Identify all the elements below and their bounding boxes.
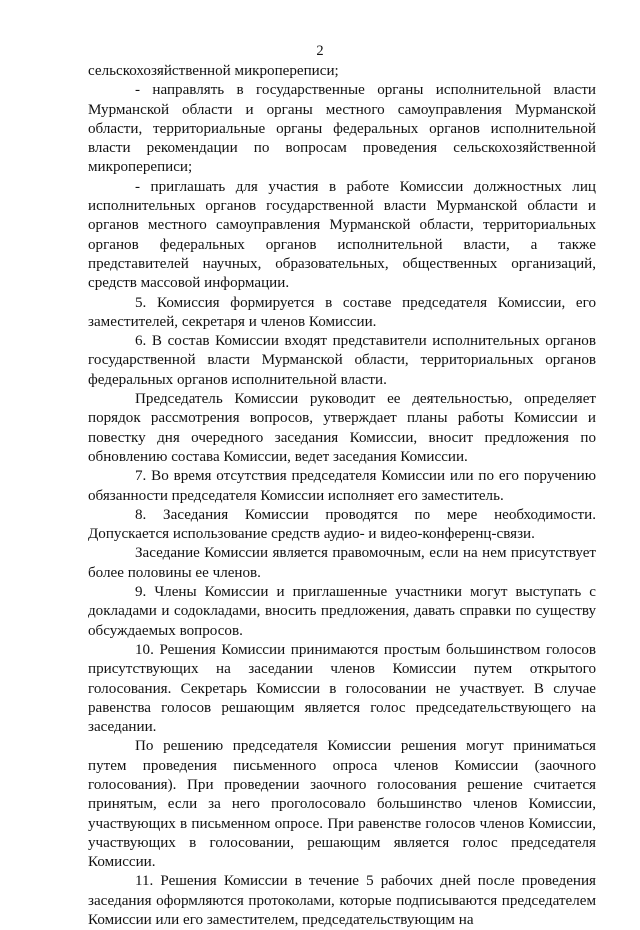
paragraph-invite-participants: - приглашать для участия в работе Комиссии должностных лиц исполнительных органов государственной власти Мурманской области и органов местного самоуправления Мурманской области, территориальных органов федеральных органов исполнительной власти, а также представителей научных, образовательных, общественных организаций, средств массовой информации. [88, 178, 596, 292]
paragraph-continuation: сельскохозяйственной микропереписи; [88, 63, 339, 79]
paragraph-item-7: 7. Во время отсутствия председателя Комиссии или по его поручению обязанности председателя Комиссии исполняет его заместитель. [88, 468, 596, 504]
paragraph-item-11: 11. Решения Комиссии в течение 5 рабочих дней после проведения заседания оформляются протоколами, которые подписываются председателем Комиссии или его заместителем, председательствующим на [88, 873, 596, 929]
paragraph-quorum: Заседание Комиссии является правомочным, если на нем присутствует более половины ее членов. [88, 545, 596, 581]
paragraph-item-10: 10. Решения Комиссии принимаются простым большинством голосов присутствующих на заседании членов Комиссии путем открытого голосования. Секретарь Комиссии в голосовании не участвует. В случае равенства голосов решающим является голос председательствующего на заседании. [88, 641, 596, 736]
document-body [88, 62, 596, 930]
paragraph-item-5: 5. Комиссия формируется в составе председателя Комиссии, его заместителей, секретаря и членов Комиссии. [88, 294, 596, 330]
paragraph-item-6: 6. В состав Комиссии входят представители исполнительных органов государственной власти Мурманской области, территориальных органов федеральных органов исполнительной власти. [88, 333, 596, 388]
paragraph-absentee-voting: По решению председателя Комиссии решения могут приниматься путем проведения письменного опроса членов Комиссии (заочного голосования). При проведении заочного голосования решение считается принятым, если за него проголосовало большинство членов Комиссии, участвующих в письменном опросе. При равенстве голосов членов Комиссии, участвующих в голосовании, решающим является голос председателя Комиссии. [88, 738, 596, 871]
page-number: 2 [316, 43, 324, 59]
paragraph-item-9: 9. Члены Комиссии и приглашенные участники могут выступать с докладами и содокладами, вносить предложения, давать справки по существу обсуждаемых вопросов. [88, 584, 596, 639]
paragraph-item-8: 8. Заседания Комиссии проводятся по мере необходимости. Допускается использование средств аудио- и видео-конференц-связи. [88, 506, 596, 543]
paragraph-chairman-duties: Председатель Комиссии руководит ее деятельностью, определяет порядок рассмотрения вопросов, утверждает планы работы Комиссии и повестку дня очередного заседания Комиссии, вносит предложения по обновлению состава Комиссии, ведет заседания Комиссии. [88, 391, 596, 465]
paragraph-send-recommendations: - направлять в государственные органы исполнительной власти Мурманской области и органы местного самоуправления Мурманской области, территориальные органы федеральных органов исполнительной власти рекомендации по вопросам проведения сельскохозяйственной микропереписи; [88, 82, 596, 176]
